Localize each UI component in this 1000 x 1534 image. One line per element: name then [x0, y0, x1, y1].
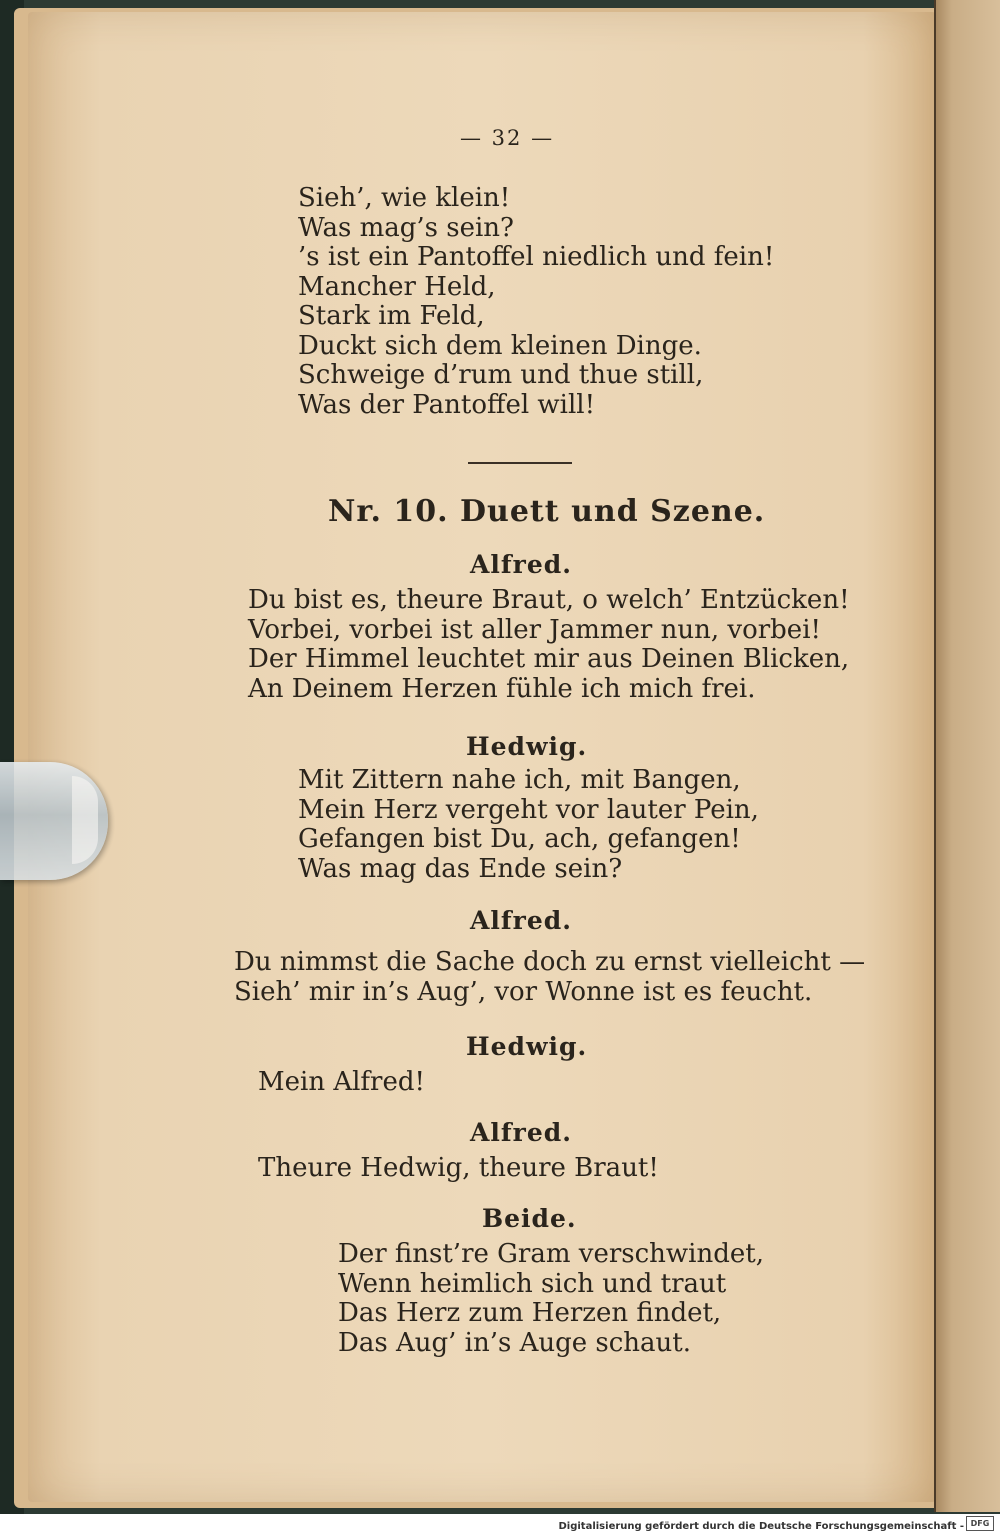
verse-block	[298, 184, 774, 420]
dialogue-line: Wenn heimlich sich und traut	[338, 1268, 727, 1299]
footer-bar	[0, 1514, 1000, 1534]
speaker-name: Alfred.	[470, 550, 572, 579]
verse-line: Duckt sich dem kleinen Dinge.	[298, 330, 702, 361]
dialogue-block	[258, 1068, 425, 1098]
speaker-name: Hedwig.	[466, 1032, 588, 1061]
verse-line: ’s ist ein Pantoffel niedlich und fein!	[298, 242, 775, 272]
dialogue-block	[258, 1154, 659, 1184]
dialogue-line: Du bist es, theure Braut, o welch’ Entzücken!	[248, 585, 850, 615]
page-number: — 32 —	[460, 126, 555, 150]
speaker-name: Beide.	[482, 1204, 577, 1233]
dialogue-line: Gefangen bist Du, ach, gefangen!	[298, 824, 741, 854]
dialogue-block	[338, 1240, 764, 1358]
dialogue-line: Das Herz zum Herzen findet,	[338, 1298, 722, 1328]
dialogue-line: An Deinem Herzen fühle ich mich frei.	[248, 673, 756, 704]
dialogue-line: Mein Alfred!	[258, 1067, 425, 1097]
dialogue-block	[248, 586, 850, 704]
section-heading: Nr. 10. Duett und Szene.	[328, 494, 766, 529]
dialogue-line: Du nimmst die Sache doch zu ernst vielleicht —	[234, 947, 866, 977]
dialogue-line: Sieh’ mir in’s Aug’, vor Wonne ist es feucht.	[234, 976, 813, 1007]
facing-page-edge	[936, 0, 1000, 1512]
dialogue-line: Mit Zittern nahe ich, mit Bangen,	[298, 765, 741, 795]
verse-line: Mancher Held,	[298, 271, 496, 302]
speaker-name: Alfred.	[470, 1118, 572, 1147]
verse-line: Stark im Feld,	[298, 301, 485, 331]
divider-rule	[468, 462, 572, 464]
dialogue-line: Das Aug’ in’s Auge schaut.	[338, 1327, 692, 1358]
dialogue-line: Vorbei, vorbei ist aller Jammer nun, vorbei!	[248, 614, 821, 645]
speaker-name: Alfred.	[470, 906, 572, 935]
speaker-name: Hedwig.	[466, 732, 588, 761]
dialogue-line: Mein Herz vergeht vor lauter Pein,	[298, 794, 759, 825]
dialogue-block	[234, 948, 865, 1007]
dialogue-line: Theure Hedwig, theure Braut!	[258, 1153, 659, 1183]
dialogue-line: Was mag das Ende sein?	[298, 853, 623, 884]
verse-line: Schweige d’rum und thue still,	[298, 360, 704, 390]
dialogue-line: Der Himmel leuchtet mir aus Deinen Blicken,	[248, 644, 850, 674]
verse-line: Sieh’, wie klein!	[298, 183, 511, 213]
dialogue-line: Der finst’re Gram verschwindet,	[338, 1239, 764, 1269]
verse-line: Was mag’s sein?	[298, 212, 514, 243]
dfg-logo: DFG	[966, 1516, 994, 1531]
funding-notice: Digitalisierung gefördert durch die Deutsche Forschungsgemeinschaft -	[558, 1521, 964, 1532]
dialogue-block	[298, 766, 759, 884]
verse-line: Was der Pantoffel will!	[298, 389, 596, 420]
